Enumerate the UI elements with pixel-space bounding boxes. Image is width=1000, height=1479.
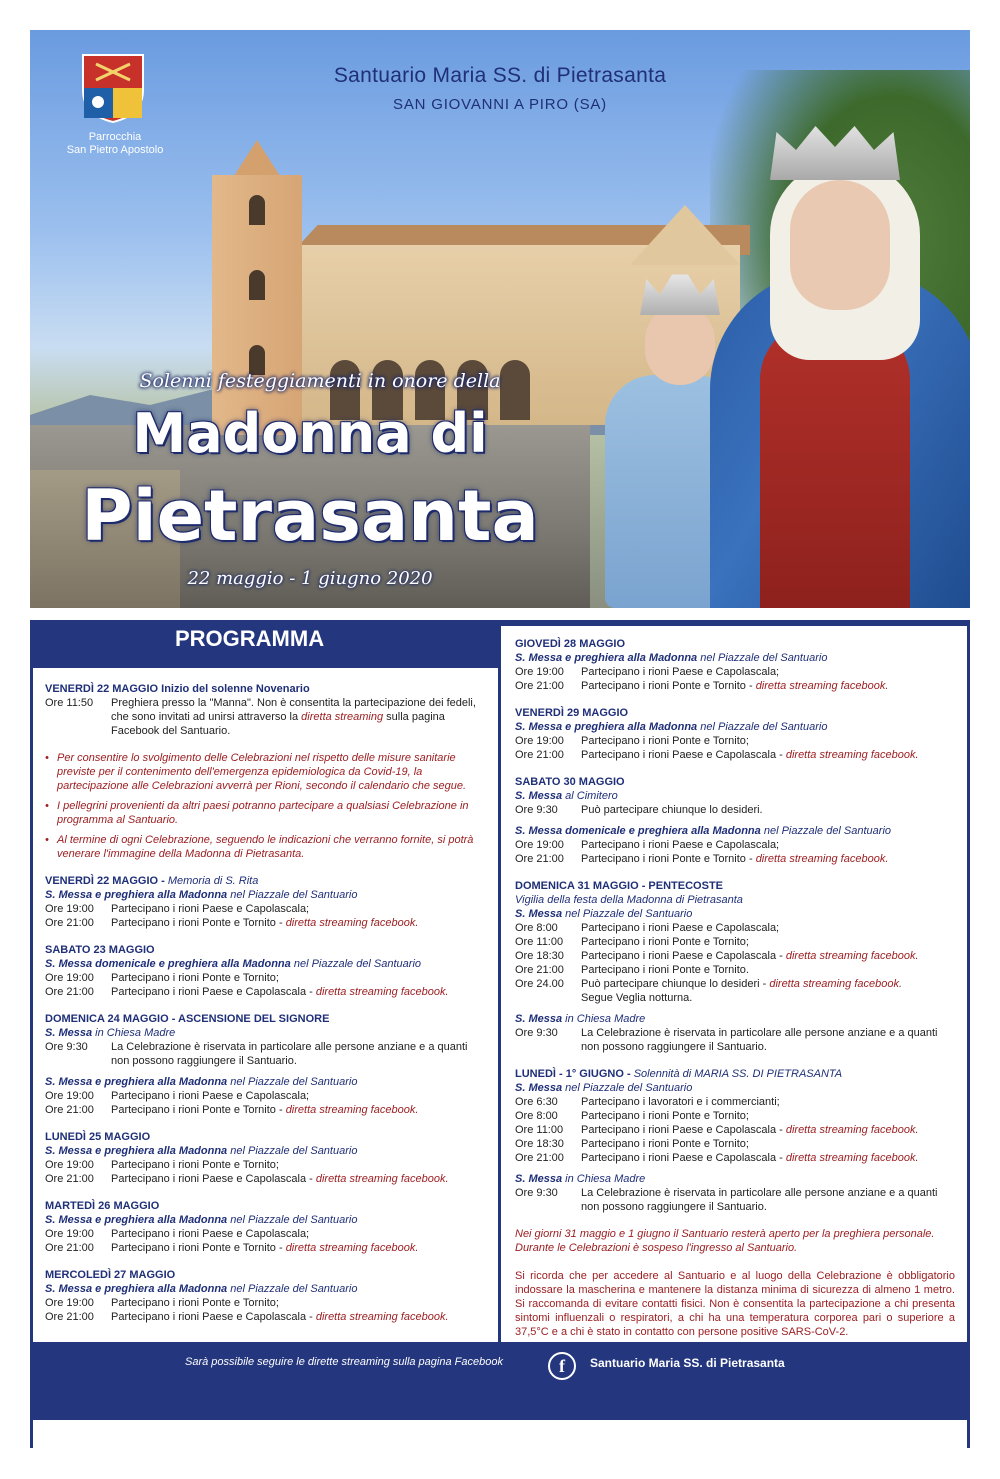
stream-note: diretta streaming facebook.: [755, 853, 889, 865]
day-heading: [515, 879, 955, 893]
facebook-page-link[interactable]: Santuario Maria SS. di Pietrasanta: [590, 1356, 785, 1370]
opening-text-a: Preghiera presso la "Manna". Non è consentita la partecipazione dei fedeli, che sono invitati ad unirsi attraverso la: [111, 697, 476, 723]
schedule-text: [581, 1123, 955, 1137]
schedule-participants: Partecipano i rioni Paese e Capolascala;: [581, 839, 780, 851]
schedule-participants: La Celebrazione è riservata in particolare alle persone anziane e a quanti non possono raggiungere il Santuario.: [581, 1187, 938, 1213]
stream-note: diretta streaming facebook.: [785, 749, 919, 761]
day-heading: [45, 1268, 485, 1282]
schedule-participants: Partecipano i rioni Ponte e Tornito;: [581, 1138, 749, 1150]
schedule-text: [111, 902, 485, 916]
mass-title: S. Messa: [515, 790, 563, 802]
schedule-text: [581, 991, 955, 1005]
schedule-text: [581, 949, 955, 963]
program-heading: PROGRAMMA: [175, 626, 325, 651]
footer-text: Sarà possibile seguire le dirette streaming sulla pagina Facebook: [185, 1356, 503, 1368]
mass-title: S. Messa e preghiera alla Madonna: [45, 889, 228, 901]
mass-place: nel Piazzale del Santuario: [565, 908, 693, 920]
stream-note: diretta streaming facebook.: [315, 1173, 449, 1185]
day-title: SABATO 30 MAGGIO: [515, 776, 625, 788]
schedule-row: [45, 1040, 485, 1068]
mass-title: S. Messa: [515, 1173, 563, 1185]
mass-place: nel Piazzale del Santuario: [230, 1214, 358, 1226]
schedule-text: [111, 1227, 485, 1241]
schedule-text: [581, 1095, 955, 1109]
schedule-row: [515, 977, 955, 991]
schedule-time: Ore 21:00: [515, 1152, 564, 1164]
day-heading: [515, 637, 955, 651]
schedule-participants: Partecipano i rioni Ponte e Tornito;: [111, 1297, 279, 1309]
schedule-text: [581, 803, 955, 817]
stream-note: diretta streaming facebook.: [285, 917, 419, 929]
event-title-line-2: Pietrasanta: [81, 475, 539, 557]
schedule-time: Ore 11:00: [515, 936, 564, 948]
schedule-participants: Partecipano i rioni Ponte e Tornito -: [581, 680, 753, 692]
mass-group: [515, 907, 955, 1005]
schedule-time: Ore 21:00: [45, 917, 94, 929]
program-left-column: [45, 682, 485, 1337]
facebook-icon[interactable]: f: [548, 1352, 576, 1380]
mass-heading: [515, 824, 955, 838]
mass-place: nel Piazzale del Santuario: [230, 1283, 358, 1295]
schedule-participants: Partecipano i lavoratori e i commercianti;: [581, 1096, 780, 1108]
schedule-participants: Partecipano i rioni Ponte e Tornito;: [581, 1110, 749, 1122]
schedule-text: [581, 1109, 955, 1123]
schedule-row: [45, 1227, 485, 1241]
schedule-text: [111, 1103, 485, 1117]
mass-group: [515, 1081, 955, 1165]
mass-group: [515, 824, 955, 866]
schedule-participants: Partecipano i rioni Ponte e Tornito;: [581, 936, 749, 948]
mass-title: S. Messa e preghiera alla Madonna: [45, 1283, 228, 1295]
schedule-row: [45, 985, 485, 999]
schedule-participants: Può partecipare chiunque lo desideri -: [581, 978, 767, 990]
day-heading: [515, 706, 955, 720]
schedule-time: Ore 19:00: [515, 839, 564, 851]
schedule-row: [45, 916, 485, 930]
stream-note: diretta streaming facebook.: [285, 1242, 419, 1254]
day-block: [45, 943, 485, 999]
day-block: [45, 1130, 485, 1186]
mass-heading: [45, 888, 485, 902]
mass-title: S. Messa domenicale e preghiera alla Madonna: [45, 958, 291, 970]
vigil-note: Vigilia della festa della Madonna di Pietrasanta: [515, 894, 743, 906]
mass-title: S. Messa e preghiera alla Madonna: [45, 1214, 228, 1226]
schedule-participants: Partecipano i rioni Paese e Capolascala;: [111, 903, 310, 915]
day-title: GIOVEDÌ 28 MAGGIO: [515, 638, 626, 650]
day-title: DOMENICA 31 MAGGIO - PENTECOSTE: [515, 880, 724, 892]
schedule-row: [515, 852, 955, 866]
safety-warning: Si ricorda che per accedere al Santuario e al luogo della Celebrazione è obbligatorio indossare la mascherina e mantenere la distanza minima di sicurezza di almeno 1 metro. Si raccomanda di evitare contatti fisici. Non è consentita la partecipazione a chi presenta sintomi influenzali o respiratori, a chi ha una temperatura corporea pari o superiore a 37,5°C e a chi è stato in contatto con persone positive SARS-CoV-2.: [515, 1270, 955, 1338]
opening-time: Ore 11:50: [45, 697, 94, 709]
mass-heading: [45, 1026, 485, 1040]
mass-group: [45, 1144, 485, 1186]
mass-heading: [515, 1081, 955, 1095]
schedule-row: [515, 1186, 955, 1214]
schedule-participants: Partecipano i rioni Paese e Capolascala -: [581, 1152, 783, 1164]
schedule-participants: Partecipano i rioni Ponte e Tornito;: [111, 972, 279, 984]
schedule-time: Ore 19:00: [45, 1159, 94, 1171]
mass-group: [45, 1075, 485, 1117]
schedule-row: [515, 991, 955, 1005]
schedule-time: Ore 21:00: [515, 964, 564, 976]
madonna-statue: [710, 120, 970, 608]
sanctuary-header: [260, 64, 740, 113]
mass-group: [515, 720, 955, 762]
schedule-time: Ore 19:00: [515, 666, 564, 678]
day-heading: [45, 1199, 485, 1213]
schedule-participants: Partecipano i rioni Ponte e Tornito.: [581, 964, 749, 976]
schedule-time: Ore 19:00: [515, 735, 564, 747]
day-block: [515, 1067, 955, 1214]
stream-note: diretta streaming facebook.: [785, 1124, 919, 1136]
mass-place: in Chiesa Madre: [95, 1027, 176, 1039]
schedule-row: [515, 1109, 955, 1123]
schedule-row: [515, 963, 955, 977]
schedule-text: [111, 985, 485, 999]
note-item: • I pellegrini provenienti da altri paesi potranno partecipare a qualsiasi Celebrazione in programma al Santuario.: [45, 799, 485, 827]
parish-crest-icon: [78, 50, 148, 125]
mass-place: nel Piazzale del Santuario: [763, 825, 892, 837]
sanctuary-location: SAN GIOVANNI A PIRO (SA): [393, 96, 607, 113]
bell-tower-spire: [225, 140, 289, 180]
mass-place: nel Piazzale del Santuario: [293, 958, 422, 970]
schedule-row: [45, 971, 485, 985]
mass-group: [45, 1213, 485, 1255]
schedule-text: [581, 921, 955, 935]
schedule-time: Ore 21:00: [45, 1311, 94, 1323]
parish-line-1: Parrocchia: [88, 131, 142, 143]
hero-photo: [30, 30, 970, 608]
program-top-rule: [500, 620, 970, 626]
schedule-time: Ore 19:00: [45, 972, 94, 984]
day-note: Solennità di MARIA SS. DI PIETRASANTA: [633, 1068, 843, 1080]
mass-title: S. Messa: [515, 1082, 563, 1094]
day-heading: [45, 1130, 485, 1144]
note-item: • Per consentire lo svolgimento delle Celebrazioni nel rispetto delle misure sanitarie previste per il contenimento dell'emergenza epidemiologica da Covid-19, la partecipazione alle Celebrazioni avverrà per Rioni, secondo il calendario che segue.: [45, 751, 485, 793]
schedule-time: Ore 19:00: [45, 1228, 94, 1240]
schedule-time: Ore 6:30: [515, 1096, 558, 1108]
mass-group: [45, 888, 485, 930]
mass-heading: [515, 720, 955, 734]
mass-title: S. Messa: [515, 908, 563, 920]
schedule-time: Ore 21:00: [45, 986, 94, 998]
opening-text-b: sulla pagina Facebook del Santuario.: [111, 711, 445, 737]
day-block: [515, 637, 955, 693]
day-heading: [515, 1067, 955, 1081]
day-title: VENERDÌ 22 MAGGIO -: [45, 875, 165, 887]
schedule-text: [581, 734, 955, 748]
schedule-text: [581, 1151, 955, 1165]
mass-heading: [515, 907, 955, 921]
opening-text: [111, 696, 485, 738]
stream-note: diretta streaming facebook.: [285, 1104, 419, 1116]
mass-group: [45, 1026, 485, 1068]
schedule-time: Ore 8:00: [515, 922, 558, 934]
schedule-participants: Partecipano i rioni Paese e Capolascala;: [581, 666, 780, 678]
schedule-time: Ore 9:30: [45, 1041, 88, 1053]
event-title-line-1: Madonna di: [132, 402, 488, 465]
column-divider: [498, 620, 501, 1342]
schedule-time: Ore 9:30: [515, 1027, 558, 1039]
event-dates: 22 maggio - 1 giugno 2020: [187, 568, 433, 589]
right-day-list: [515, 637, 955, 1214]
schedule-text: [111, 916, 485, 930]
day-block: [515, 879, 955, 1054]
schedule-participants: Partecipano i rioni Ponte e Tornito;: [581, 735, 749, 747]
mass-title: S. Messa e preghiera alla Madonna: [45, 1145, 228, 1157]
schedule-participants: La Celebrazione è riservata in particolare alle persone anziane e a quanti non possono raggiungere il Santuario.: [581, 1027, 938, 1053]
day-title: SABATO 23 MAGGIO: [45, 944, 155, 956]
mass-place: nel Piazzale del Santuario: [700, 721, 828, 733]
mass-title: S. Messa e preghiera alla Madonna: [515, 721, 698, 733]
day-heading: [45, 1012, 485, 1026]
mass-place: al Cimitero: [565, 790, 618, 802]
schedule-text: [111, 1241, 485, 1255]
stream-note: diretta streaming facebook.: [769, 978, 903, 990]
mass-heading: [515, 1172, 955, 1186]
schedule-participants: Segue Veglia notturna.: [581, 992, 693, 1004]
schedule-participants: Partecipano i rioni Paese e Capolascala -: [581, 749, 783, 761]
schedule-text: [581, 935, 955, 949]
mass-title: S. Messa e preghiera alla Madonna: [515, 652, 698, 664]
schedule-participants: Partecipano i rioni Paese e Capolascala -: [581, 950, 783, 962]
schedule-time: Ore 21:00: [515, 680, 564, 692]
schedule-text: [581, 838, 955, 852]
schedule-time: Ore 24.00: [515, 978, 564, 990]
schedule-time: Ore 19:00: [45, 903, 94, 915]
mass-heading: [45, 957, 485, 971]
day-block: [515, 706, 955, 762]
schedule-row: [515, 734, 955, 748]
mass-title: S. Messa: [45, 1027, 93, 1039]
day-heading: [515, 775, 955, 789]
schedule-row: [515, 949, 955, 963]
parish-label: [45, 131, 185, 157]
mass-heading: [515, 1012, 955, 1026]
schedule-row: [45, 1241, 485, 1255]
schedule-text: [581, 977, 955, 991]
opening-block: [45, 682, 485, 738]
mass-group: [515, 789, 955, 817]
schedule-text: [111, 1310, 485, 1324]
schedule-row: [45, 1310, 485, 1324]
schedule-participants: Partecipano i rioni Paese e Capolascala -: [111, 1311, 313, 1323]
stream-note: diretta streaming facebook.: [315, 986, 449, 998]
schedule-text: [111, 1296, 485, 1310]
day-block: [45, 1268, 485, 1324]
opening-row: [45, 696, 485, 738]
mass-heading: [45, 1075, 485, 1089]
schedule-text: [581, 1186, 955, 1214]
day-title: DOMENICA 24 MAGGIO - ASCENSIONE DEL SIGNORE: [45, 1013, 330, 1025]
schedule-row: [45, 1158, 485, 1172]
schedule-time: Ore 8:00: [515, 1110, 558, 1122]
schedule-row: [515, 1137, 955, 1151]
mass-title: S. Messa e preghiera alla Madonna: [45, 1076, 228, 1088]
health-notes: [45, 751, 485, 861]
mass-title: S. Messa: [515, 1013, 563, 1025]
day-heading: [45, 874, 485, 888]
mass-place: nel Piazzale del Santuario: [700, 652, 828, 664]
schedule-row: [515, 665, 955, 679]
parish-line-2: San Pietro Apostolo: [66, 144, 164, 156]
schedule-time: Ore 11:00: [515, 1124, 564, 1136]
schedule-row: [45, 1089, 485, 1103]
mass-heading: [515, 651, 955, 665]
day-title: MARTEDÌ 26 MAGGIO: [45, 1200, 160, 1212]
schedule-time: Ore 21:00: [45, 1173, 94, 1185]
schedule-row: [515, 838, 955, 852]
schedule-row: [515, 748, 955, 762]
stream-note: diretta streaming facebook.: [315, 1311, 449, 1323]
day-block: [45, 1199, 485, 1255]
day-block: [45, 1012, 485, 1117]
mass-group: [515, 1172, 955, 1214]
schedule-participants: Partecipano i rioni Ponte e Tornito;: [111, 1159, 279, 1171]
note-item: • Al termine di ogni Celebrazione, seguendo le indicazioni che verranno fornite, si potrà venerare l'immagine della Madonna di Pietrasanta.: [45, 833, 485, 861]
schedule-row: [515, 803, 955, 817]
schedule-row: [45, 1296, 485, 1310]
schedule-text: [111, 1158, 485, 1172]
schedule-time: Ore 21:00: [45, 1242, 94, 1254]
opening-stream-link: diretta streaming: [301, 711, 384, 723]
schedule-time: Ore 21:00: [515, 853, 564, 865]
stream-note: diretta streaming facebook.: [785, 950, 919, 962]
schedule-text: [581, 679, 955, 693]
day-title: MERCOLEDÌ 27 MAGGIO: [45, 1269, 176, 1281]
schedule-text: [111, 1089, 485, 1103]
schedule-row: [515, 1123, 955, 1137]
schedule-row: [515, 935, 955, 949]
schedule-text: [111, 971, 485, 985]
schedule-text: [111, 1172, 485, 1186]
day-title: LUNEDÌ - 1° GIUGNO -: [515, 1068, 631, 1080]
mass-heading: [45, 1144, 485, 1158]
schedule-time: Ore 9:30: [515, 1187, 558, 1199]
schedule-time: Ore 19:00: [45, 1090, 94, 1102]
schedule-participants: Partecipano i rioni Paese e Capolascala;: [111, 1228, 310, 1240]
stream-note: diretta streaming facebook.: [755, 680, 889, 692]
mass-place: in Chiesa Madre: [565, 1013, 646, 1025]
mass-place: nel Piazzale del Santuario: [230, 1076, 358, 1088]
schedule-time: Ore 19:00: [45, 1297, 94, 1309]
footer-band: [30, 1342, 970, 1420]
schedule-participants: Partecipano i rioni Paese e Capolascala -: [581, 1124, 783, 1136]
opening-hours-note: Nei giorni 31 maggio e 1 giugno il Santuario resterà aperto per la preghiera personale. Durante le Celebrazioni è sospeso l'ingresso al Santuario.: [515, 1228, 935, 1254]
schedule-row: [45, 1172, 485, 1186]
stream-note: diretta streaming facebook.: [785, 1152, 919, 1164]
schedule-text: [581, 1026, 955, 1054]
program-right-column: [515, 637, 955, 1339]
schedule-text: [581, 963, 955, 977]
schedule-text: [581, 748, 955, 762]
day-block: [45, 874, 485, 930]
sanctuary-title: Santuario Maria SS. di Pietrasanta: [333, 64, 667, 87]
opening-day-heading: VENERDÌ 22 MAGGIO Inizio del solenne Novenario: [45, 683, 310, 695]
mass-place: nel Piazzale del Santuario: [230, 1145, 358, 1157]
schedule-row: [515, 1026, 955, 1054]
schedule-participants: Partecipano i rioni Ponte e Tornito -: [581, 853, 753, 865]
schedule-participants: Partecipano i rioni Paese e Capolascala;: [581, 922, 780, 934]
mass-heading: [45, 1282, 485, 1296]
schedule-time: [515, 991, 581, 1005]
schedule-row: [515, 1151, 955, 1165]
day-title: VENERDÌ 29 MAGGIO: [515, 707, 629, 719]
mass-heading: [45, 1213, 485, 1227]
schedule-participants: Partecipano i rioni Paese e Capolascala -: [111, 986, 313, 998]
mass-group: [515, 651, 955, 693]
schedule-time: Ore 9:30: [515, 804, 558, 816]
bell-tower: [212, 175, 302, 435]
left-day-list: [45, 874, 485, 1324]
schedule-participants: La Celebrazione è riservata in particolare alle persone anziane e a quanti non possono raggiungere il Santuario.: [111, 1041, 468, 1067]
schedule-row: [45, 1103, 485, 1117]
mass-group: [515, 1012, 955, 1054]
schedule-text: [581, 1137, 955, 1151]
schedule-row: [515, 679, 955, 693]
schedule-row: [45, 902, 485, 916]
mass-place: nel Piazzale del Santuario: [565, 1082, 693, 1094]
day-note: Memoria di S. Rita: [167, 875, 259, 887]
schedule-text: [581, 852, 955, 866]
schedule-participants: Partecipano i rioni Paese e Capolascala;: [111, 1090, 310, 1102]
schedule-time: Ore 21:00: [45, 1104, 94, 1116]
schedule-time: Ore 18:30: [515, 950, 564, 962]
schedule-participants: Partecipano i rioni Paese e Capolascala -: [111, 1173, 313, 1185]
schedule-participants: Può partecipare chiunque lo desideri.: [581, 804, 763, 816]
day-heading: [45, 943, 485, 957]
schedule-participants: Partecipano i rioni Ponte e Tornito -: [111, 917, 283, 929]
mass-heading: [515, 789, 955, 803]
mass-place: in Chiesa Madre: [565, 1173, 646, 1185]
mass-place: nel Piazzale del Santuario: [230, 889, 358, 901]
schedule-row: [515, 1095, 955, 1109]
schedule-text: [581, 665, 955, 679]
schedule-participants: Partecipano i rioni Ponte e Tornito -: [111, 1104, 283, 1116]
schedule-row: [515, 921, 955, 935]
event-subtitle: Solenni festeggiamenti in onore della: [139, 370, 501, 392]
mass-group: [45, 1282, 485, 1324]
schedule-participants: Partecipano i rioni Ponte e Tornito -: [111, 1242, 283, 1254]
day-block: [515, 775, 955, 866]
mass-group: [45, 957, 485, 999]
schedule-time: Ore 21:00: [515, 749, 564, 761]
schedule-time: Ore 18:30: [515, 1138, 564, 1150]
mass-title: S. Messa domenicale e preghiera alla Madonna: [515, 825, 761, 837]
schedule-text: [111, 1040, 485, 1068]
day-title: LUNEDÌ 25 MAGGIO: [45, 1131, 151, 1143]
